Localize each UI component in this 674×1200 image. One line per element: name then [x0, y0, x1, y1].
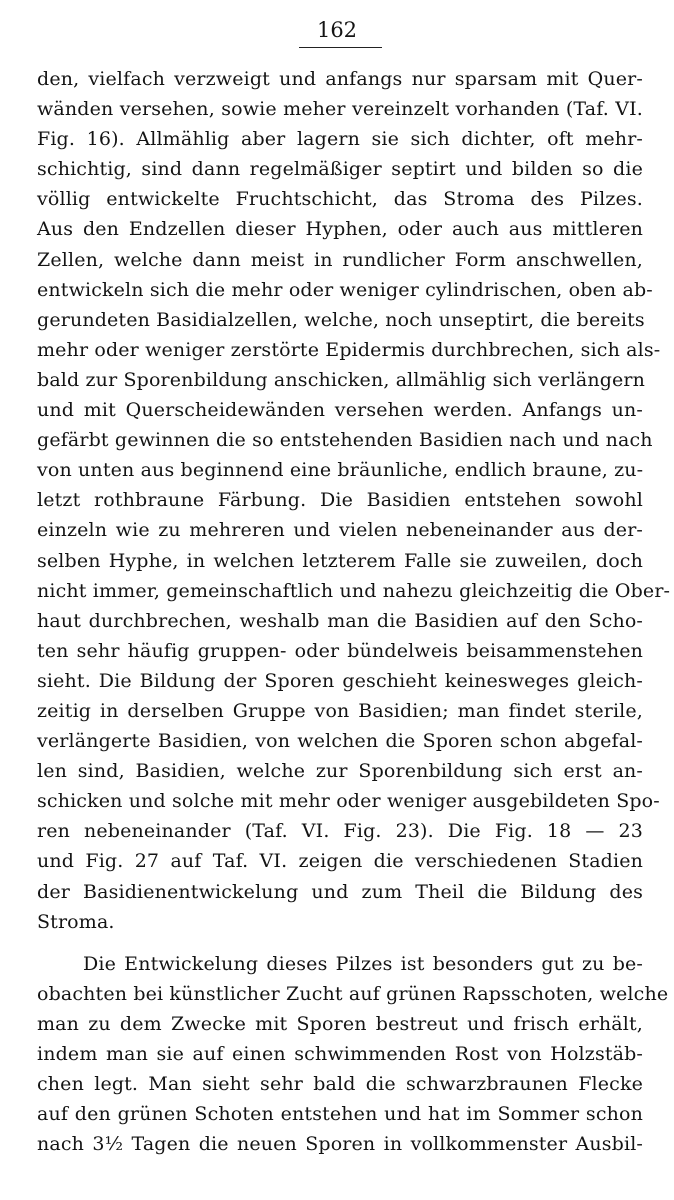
text-line: len sind, Basidien, welche zur Sporenbildung sich erst an-: [37, 760, 643, 783]
text-line: entwickeln sich die mehr oder weniger cylindrischen, oben ab-: [37, 278, 653, 301]
text-line: schichtig, sind dann regelmäßiger septirt und bilden so die: [37, 158, 643, 181]
text-line: letzt rothbraune Färbung. Die Basidien entstehen sowohl: [37, 489, 643, 512]
text-line: indem man sie auf einen schwimmenden Rost von Holzstäb-: [37, 1043, 643, 1065]
text-line: wänden versehen, sowie meher vereinzelt vorhanden (Taf. VI.: [37, 98, 643, 121]
text-line: den, vielfach verzweigt und anfangs nur sparsam mit Quer-: [37, 68, 643, 90]
text-line: man zu dem Zwecke mit Sporen bestreut und frisch erhält,: [37, 1012, 643, 1035]
text-line: ren nebeneinander (Taf. VI. Fig. 23). Die Fig. 18 — 23: [37, 820, 643, 843]
paragraph-1: [37, 64, 671, 937]
text-line: und mit Querscheidewänden versehen werden. Anfangs un-: [37, 399, 643, 422]
text-line: Aus den Endzellen dieser Hyphen, oder auch aus mittleren: [37, 218, 643, 241]
text-line: einzeln wie zu mehreren und vielen nebeneinander aus der-: [37, 519, 643, 542]
text-line: bald zur Sporenbildung anschicken, allmählig sich verlängern: [37, 368, 646, 391]
body-text: [37, 64, 671, 1159]
text-line: haut durchbrechen, weshalb man die Basidien auf den Scho-: [37, 609, 643, 632]
text-line: verlängerte Basidien, von welchen die Sporen schon abgefal-: [37, 730, 643, 753]
text-line: chen legt. Man sieht sehr bald die schwarzbraunen Flecke: [37, 1073, 643, 1096]
text-line: schicken und solche mit mehr oder weniger ausgebildeten Spo-: [37, 790, 660, 813]
text-line: von unten aus beginnend eine bräunliche, endlich braune, zu-: [37, 459, 644, 482]
text-line: völlig entwickelte Fruchtschicht, das Stroma des Pilzes.: [37, 188, 643, 211]
text-line: obachten bei künstlicher Zucht auf grünen Rapsschoten, welche: [37, 982, 669, 1005]
text-line: Stroma.: [37, 910, 115, 933]
paragraph-gap: [37, 937, 643, 949]
text-line: Zellen, welche dann meist in rundlicher Form anschwellen,: [37, 248, 643, 271]
page-number: 162: [316, 18, 358, 42]
header-rule: [299, 47, 382, 48]
text-line: mehr oder weniger zerstörte Epidermis durchbrechen, sich als-: [37, 338, 661, 361]
text-line: zeitig in derselben Gruppe von Basidien; man findet sterile,: [37, 699, 643, 722]
text-line: gefärbt gewinnen die so entstehenden Basidien nach und nach: [37, 429, 653, 452]
text-line: Fig. 16). Allmählig aber lagern sie sich dichter, oft mehr-: [37, 128, 643, 151]
text-line: selben Hyphe, in welchen letzterem Falle sie zuweilen, doch: [37, 549, 643, 572]
text-line: auf den grünen Schoten entstehen und hat im Sommer schon: [37, 1103, 643, 1126]
text-line: und Fig. 27 auf Taf. VI. zeigen die verschiedenen Stadien: [37, 850, 643, 873]
paragraph-2: [37, 949, 669, 1160]
text-line: nicht immer, gemeinschaftlich und nahezu gleichzeitig die Ober-: [37, 579, 671, 602]
text-line: gerundeten Basidialzellen, welche, noch unseptirt, die bereits: [37, 308, 645, 331]
text-line: nach 3½ Tagen die neuen Sporen in vollkommenster Ausbil-: [37, 1133, 643, 1156]
text-line: der Basidienentwickelung und zum Theil die Bildung des: [37, 880, 643, 903]
text-line: Die Entwickelung dieses Pilzes ist besonders gut zu be-: [83, 952, 643, 975]
text-line: ten sehr häufig gruppen- oder bündelweis beisammenstehen: [37, 639, 643, 662]
text-line: sieht. Die Bildung der Sporen geschieht keinesweges gleich-: [37, 669, 643, 692]
